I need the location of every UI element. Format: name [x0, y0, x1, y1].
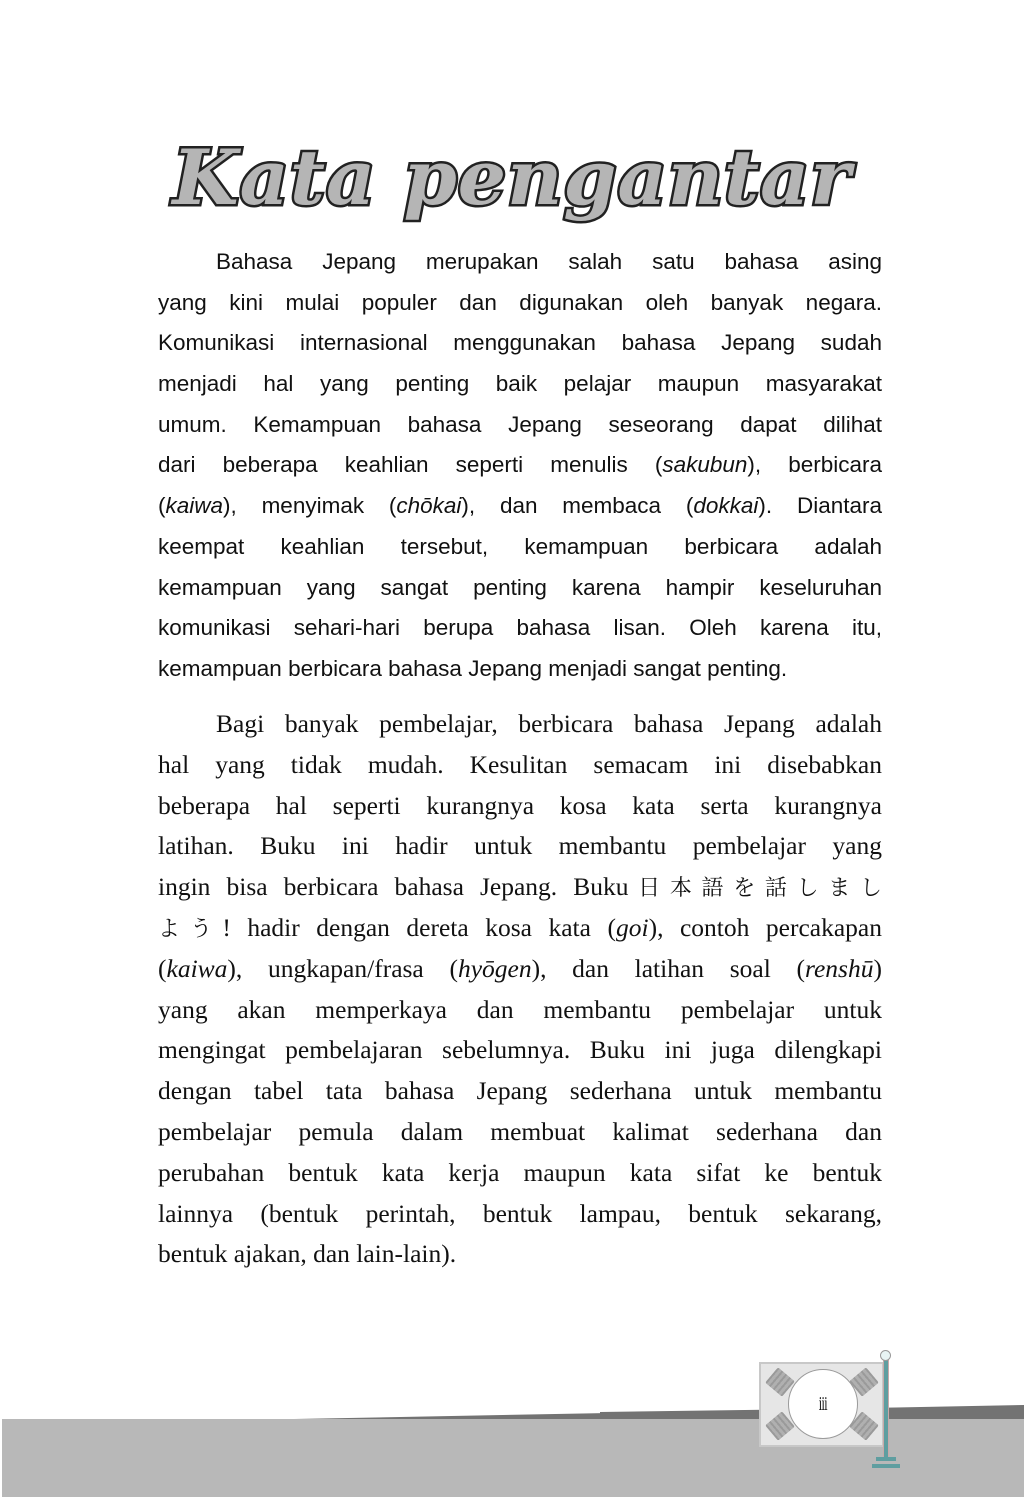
text-line: Bahasa Jepang merupakan salah satu bahasa asing: [216, 249, 882, 274]
paragraph-1: [158, 242, 882, 690]
text-line: (kaiwa), menyimak (chōkai), dan membaca (dokkai). Diantara: [158, 493, 882, 519]
italic-term: dokkai: [693, 493, 759, 519]
italic-term: kaiwa: [166, 953, 228, 983]
text-line: mengingat pembelajaran sebelumnya. Buku ini juga dilengkapi: [158, 1035, 882, 1065]
text-line: keempat keahlian tersebut, kemampuan berbicara adalah: [158, 533, 882, 559]
text-line: menjadi hal yang penting baik pelajar maupun masyarakat: [158, 371, 882, 397]
text-line: yang akan memperkaya dan membantu pembelajar untuk: [158, 994, 882, 1024]
text-line: dengan tabel tata bahasa Jepang sederhana untuk membantu: [158, 1076, 882, 1106]
text-line: pembelajar pemula dalam membuat kalimat sederhana dan: [158, 1116, 882, 1146]
flag-pole-base-icon: [876, 1457, 896, 1461]
japanese-text: 日本語を話しまし: [628, 876, 882, 902]
text-line: bentuk ajakan, dan lain-lain).: [158, 1239, 457, 1269]
italic-term: sakubun: [662, 452, 748, 478]
italic-term: kaiwa: [165, 493, 224, 519]
flag-pole-icon: [883, 1358, 889, 1458]
text-line: yang kini mulai populer dan digunakan oleh banyak negara.: [158, 289, 882, 315]
paragraph-2: [158, 704, 882, 1275]
italic-term: goi: [615, 912, 649, 942]
page-title: Kata pengantar: [172, 133, 852, 222]
text-line: lainnya (bentuk perintah, bentuk lampau, bentuk sekarang,: [158, 1198, 882, 1228]
text-line: hal yang tidak mudah. Kesulitan semacam ini disebabkan: [158, 749, 882, 779]
text-line: ingin bisa berbicara bahasa Jepang. Buku日本語を話しまし: [158, 872, 882, 902]
italic-term: chōkai: [396, 493, 462, 519]
text-line: latihan. Buku ini hadir untuk membantu pembelajar yang: [158, 831, 882, 861]
text-line: umum. Kemampuan bahasa Jepang seseorang dapat dilihat: [158, 411, 882, 437]
page-number: iii: [818, 1392, 828, 1415]
italic-term: renshū: [805, 953, 874, 983]
text-line: dari beberapa keahlian seperti menulis (sakubun), berbicara: [158, 452, 883, 478]
japanese-text: よう: [158, 916, 223, 942]
flag-pole-finial-icon: [880, 1350, 891, 1361]
page-number-circle: [788, 1369, 858, 1439]
page-number-badge: [759, 1362, 884, 1447]
text-line: perubahan bentuk kata kerja maupun kata sifat ke bentuk: [158, 1157, 882, 1187]
text-line: kemampuan berbicara bahasa Jepang menjadi sangat penting.: [158, 655, 788, 681]
text-line: (kaiwa), ungkapan/frasa (hyōgen), dan latihan soal (renshū): [158, 953, 882, 983]
text-line: komunikasi sehari-hari berupa bahasa lisan. Oleh karena itu,: [158, 615, 882, 641]
text-line: Bagi banyak pembelajar, berbicara bahasa Jepang adalah: [216, 709, 882, 738]
text-line: Komunikasi internasional menggunakan bahasa Jepang sudah: [158, 330, 882, 356]
text-line: kemampuan yang sangat penting karena hampir keseluruhan: [158, 574, 882, 600]
text-line: よう! hadir dengan dereta kosa kata (goi), contoh percakapan: [158, 912, 882, 942]
text-line: beberapa hal seperti kurangnya kosa kata serta kurangnya: [158, 790, 882, 820]
flag-pole-base-icon: [872, 1464, 900, 1468]
italic-term: hyōgen: [457, 953, 532, 983]
